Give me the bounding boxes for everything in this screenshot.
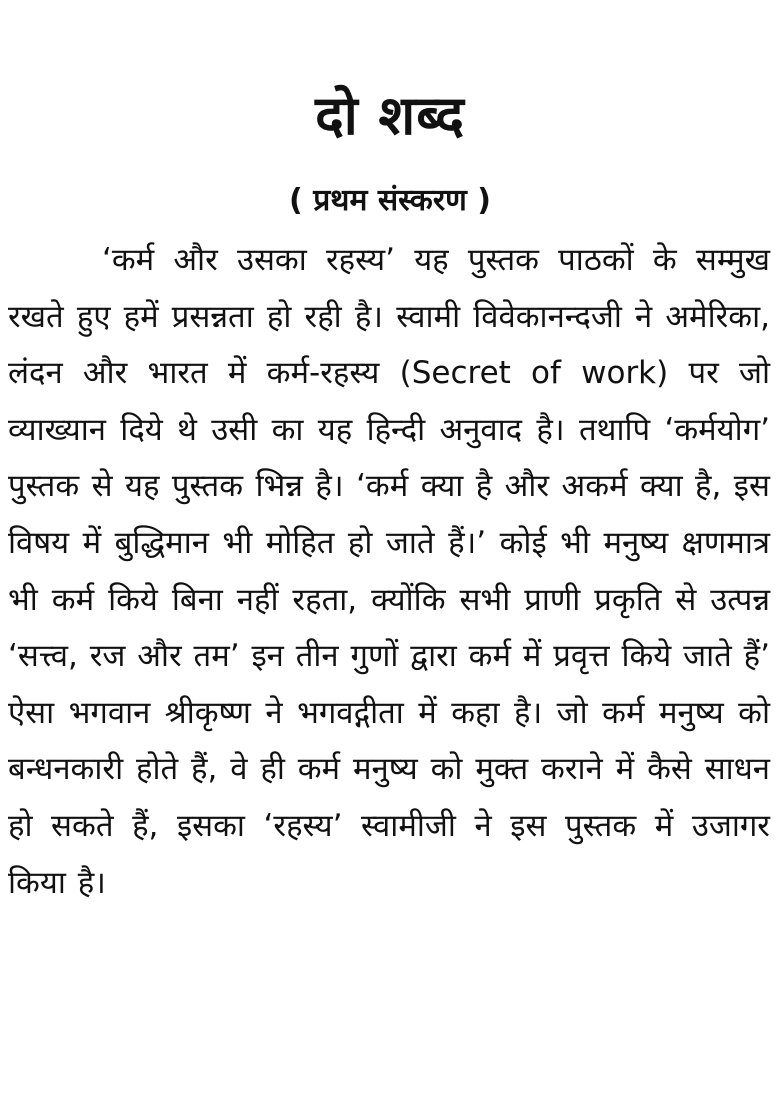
edition-subtitle: ( प्रथम संस्करण ) xyxy=(289,182,491,218)
page-title: दो शब्द xyxy=(315,84,465,148)
body-paragraph: ‘कर्म और उसका रहस्य’ यह पुस्तक पाठकों के सम्मुख रखते हुए हमें प्रसन्नता हो रही है। स्वामी विवेकानन्दजी ने अमेरिका, लंदन और भारत में कर्म-रहस्य (Secret of work) पर जो व्याख्यान दिये थे उसी का यह हिन्दी अनुवाद है। तथापि ‘कर्मयोग’ पुस्तक से यह पुस्तक भिन्न है। ‘कर्म क्या है और अकर्म क्या है, इस विषय में बुद्धिमान भी मोहित हो जाते हैं।’ कोई भी मनुष्य क्षणमात्र भी कर्म किये बिना नहीं रहता, क्योंकि सभी प्राणी प्रकृति से उत्पन्न ‘सत्त्व, रज और तम’ इन तीन गुणों द्वारा कर्म में प्रवृत्त किये जाते हैं’ ऐसा भगवान श्रीकृष्ण ने भगवद्गीता में कहा है। जो कर्म मनुष्य को बन्धनकारी होते हैं, वे ही कर्म मनुष्य को मुक्त कराने में कैसे साधन हो सकते हैं, इसका ‘रहस्य’ स्वामीजी ने इस पुस्तक में उजागर किया है। xyxy=(8,242,770,901)
